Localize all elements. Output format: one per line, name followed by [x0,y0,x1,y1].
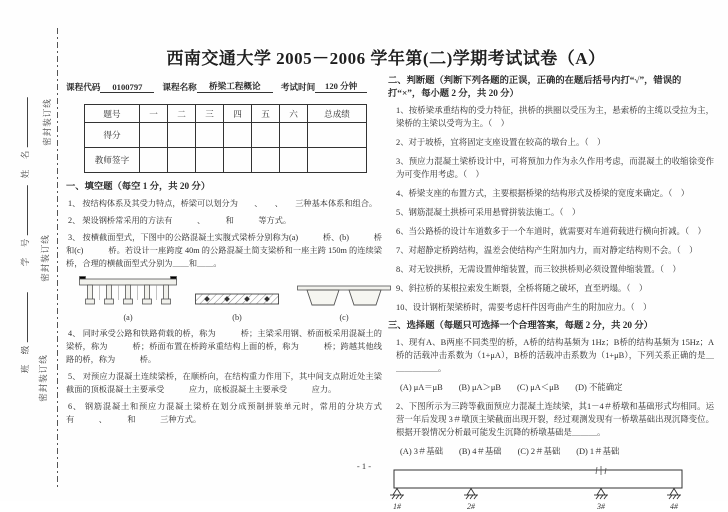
t-beam-section-figure [78,274,178,312]
score-row-label: 得分 [85,123,140,148]
score-header-cell: 三 [196,105,224,123]
support-symbol [594,489,608,500]
page-title: 西南交通大学 2005－2006 学年第(二)学期考试试卷（A） [166,49,606,68]
class-field [19,293,31,374]
score-cell [224,148,252,173]
judge-question: 3、预应力混凝土梁桥设计中，可将预加力作为永久作用考虑，而混凝土的收缩徐变作为可变作用考虑。（ ） [396,157,714,179]
option-b: (B) 4＃基础 [459,447,502,456]
student-id-blank-line [19,186,28,236]
seal-binding-text: 密封装订线 [38,354,48,402]
continuous-beam-figure [390,464,690,512]
score-cell [196,148,224,173]
score-header-cell: 题号 [85,105,140,123]
course-code-value: 0100797 [100,82,154,93]
judge-question: 9、斜拉桥的某根拉索发生断裂，全桥将随之破坏，直至坍塌。（ ） [396,284,648,293]
choice-section-title: 三、选择题 [388,321,435,331]
right-column [388,72,714,512]
course-name-label: 课程名称 [162,82,197,92]
score-cell [280,148,308,173]
score-cell [196,123,224,148]
choice-section-note: （每题只可选择一个合理答案，每题 2 分，共 20 分） [434,321,653,331]
judge-question: 1、按桥梁承重结构的受力特征，拱桥的拱圈以受压为主，悬索桥的主缆以受拉为主，梁桥的主梁以受弯为主。（ ） [396,106,714,128]
exam-time-value: 120 分钟 [315,80,367,93]
pier-label-3: 3# [597,502,605,511]
score-cell [280,123,308,148]
judge-section-title: 二、判断题 [388,76,435,86]
figure-c [296,274,392,322]
option-d: (D) 1＃基础 [576,447,620,456]
fill-question: 2、 架设钢桥常采用的方法有 、 和 等方式。 [68,216,292,225]
left-column [66,80,382,430]
fill-section-title: 一、填空题 [66,182,113,192]
score-header-cell: 四 [224,105,252,123]
name-blank-line [19,98,28,148]
score-cell [308,148,367,173]
judge-question: 6、当公路桥的设计车道数多于一个车道时，就需要对车道荷载进行横向折减。（ ） [396,227,706,236]
fill-question: 4、 同时承受公路和铁路荷载的桥，称为 桥；主梁采用钢、桥面板采用混凝土的梁桥，称为 桥；桥面布置在桥跨承重结构上面的桥，称为 桥；跨越其他线路的桥，称为 桥。 [66,329,382,364]
fill-section-heading [66,181,382,194]
figure-b-label: (b) [232,313,242,322]
score-cell [252,148,280,173]
support-symbol [667,489,681,500]
fill-question: 3、 按横截面型式，下图中的公路混凝土实腹式梁桥分别称为(a) 桥、(b) 桥和(c) 桥。若设计一座跨度 40m 的公路混凝土简支梁桥和一座主跨 150m 的连续梁桥，合理的横截面型式分别为＿＿和＿＿。 [66,233,382,268]
judge-question: 2、对于坡桥，宜将固定支座设置在较高的墩台上。（ ） [396,138,606,147]
page-number: - 1 - [356,461,372,471]
cross-section-figures [78,274,382,322]
pier-label-2: 2# [467,502,475,511]
fill-question: 6、 钢筋混凝土和预应力混凝土梁桥在划分成预制拼装单元时，常用的分块方式有 、 和 三种方式。 [66,402,382,424]
name-label: 姓 名 [20,149,30,179]
seal-binding-text: 密封装订线 [40,234,50,282]
slab-section-figure [194,274,280,312]
figure-c-label: (c) [339,313,349,322]
score-cell [168,123,196,148]
score-cell [252,123,280,148]
student-id-field [19,186,31,267]
pier-label-1: 1# [393,502,401,511]
box-section-figure [296,274,392,312]
choice-question-2-options [400,445,714,457]
fill-section-note: （每空 1 分，共 20 分） [112,182,211,192]
pier-label-4: 4# [670,502,678,511]
student-id-label: 学 号 [20,237,30,267]
choice-question-1-options [400,381,714,393]
class-label: 班 级 [20,344,30,374]
judge-question: 10、设计钢桁架梁桥时，需要考虑杆件因弯曲产生的附加应力。（ ） [396,303,652,312]
exam-time-label: 考试时间 [280,82,316,92]
score-cell [140,148,168,173]
figure-a-label: (a) [123,313,133,322]
score-row [85,123,367,148]
score-cell [140,123,168,148]
option-c: (C) 2＃基础 [517,447,561,456]
score-header-cell: 六 [280,105,308,123]
score-header-cell: 五 [252,105,280,123]
judge-section-heading [388,75,714,101]
option-a: (A) 3＃基础 [400,447,444,456]
score-table-header-row [85,105,367,123]
support-symbol [464,489,478,500]
option-b: (B) μA＞μB [458,383,501,392]
score-cell [224,123,252,148]
figure-b [194,274,280,322]
support-symbol [390,489,404,500]
judge-question: 7、对超静定桥跨结构，温差会使结构产生附加内力，而对静定结构则不会。（ ） [396,246,698,255]
choice-question-1: 1、现有A、B两座不同类型的桥，A桥的结构基频为 1Hz；B桥的结构基频为 15Hz；A桥的活载冲击系数为（1+μA），B桥的活载冲击系数为（1+μB），下列关系正确的是＿＿＿＿＿＿。 [396,338,714,373]
score-row-label: 教师签字 [85,148,140,173]
fill-question: 5、 对预应力混凝土连续梁桥，在顺桥向，在结构重力作用下，其中间支点附近处主梁截面的顶板混凝土主要承受 应力，底板混凝土主要承受 应力。 [66,372,382,394]
option-c: (C) μA＜μB [516,383,560,392]
figure-a [78,274,178,322]
course-info-line [66,80,382,93]
score-header-cell: 总成绩 [308,105,367,123]
judge-question: 4、桥梁支座的布置方式，主要根据桥梁的结构形式及桥梁的宽度来确定。（ ） [396,189,690,198]
class-blank-line [19,293,28,343]
course-name-value: 桥梁工程概论 [197,80,273,93]
choice-section-heading [388,320,714,333]
course-code-label: 课程代码 [66,82,101,92]
judge-section-note: （判断下列各题的正误，正确的在题后括号内打“√”，错误的打“×”，每小题 2 分，共 20 分） [388,76,682,99]
score-table [84,104,367,173]
score-cell [308,123,367,148]
option-d: (D) 不能确定 [575,383,623,392]
name-field [19,98,31,179]
teacher-sign-row [85,148,367,173]
score-cell [168,148,196,173]
score-header-cell: 二 [168,105,196,123]
judge-question: 8、对无铰拱桥，无需设置伸缩装置，而三铰拱桥则必须设置伸缩装置。（ ） [396,265,681,274]
choice-question-2: 2、下图所示为三跨等截面预应力混凝土连续梁，其1－4＃桥墩和基础形式均相同。运营一年后发现 3＃墩顶主梁截面出现开裂，经过观测发现有一桥墩基础出现沉降变位。根据开裂情况分析最可能发生沉降的桥墩基础是＿＿＿。 [396,402,714,437]
continuous-beam-figure-wrap [390,464,714,512]
score-header-cell: 一 [140,105,168,123]
judge-question: 5、钢筋混凝土拱桥可采用悬臂拼装法施工。（ ） [396,208,581,217]
seal-binding-text: 密封装订线 [42,98,52,146]
seal-binding-dashline [57,28,58,490]
option-a: (A) μA＝μB [400,383,443,392]
fill-question: 1、 按结构体系及其受力特点，桥梁可以划分为 、 、 三种基本体系和组合。 [68,199,378,208]
